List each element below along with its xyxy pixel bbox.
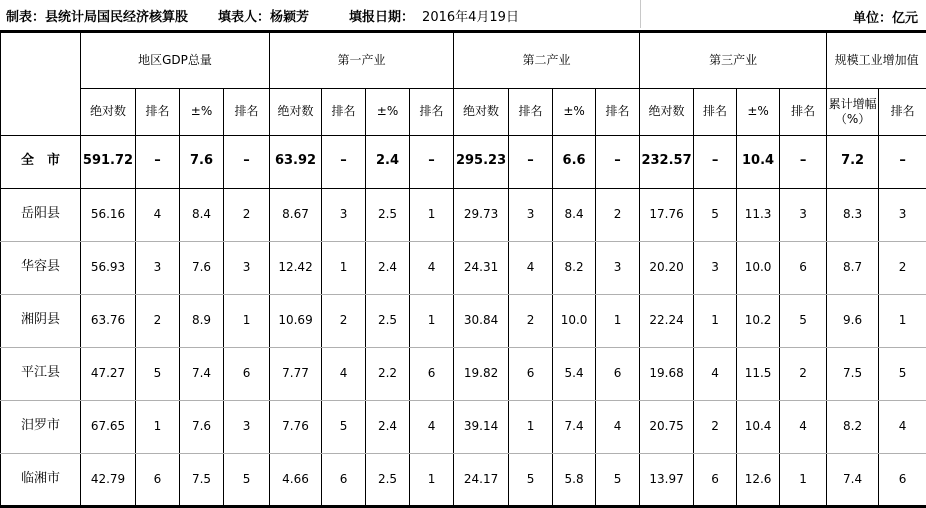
value-cell: 11.3 — [737, 188, 780, 241]
table-row — [1, 188, 926, 241]
column-group-header-row — [1, 33, 926, 88]
value-cell: – — [694, 135, 737, 188]
value-cell: 10.69 — [270, 294, 322, 347]
value-cell: 7.4 — [553, 400, 596, 453]
subcol-header: ±% — [180, 88, 224, 135]
table-row — [1, 347, 926, 400]
value-cell: – — [596, 135, 640, 188]
value-cell: – — [224, 135, 270, 188]
value-cell: 3 — [596, 241, 640, 294]
region-cell: 华容县 — [1, 241, 81, 294]
corner-cell — [1, 33, 81, 135]
value-cell: 2.4 — [366, 135, 410, 188]
value-cell: 10.2 — [737, 294, 780, 347]
value-cell: 12.42 — [270, 241, 322, 294]
subcol-header: 排名 — [780, 88, 827, 135]
group-header-primary-industry: 第一产业 — [270, 33, 454, 88]
group-header-tertiary-industry: 第三产业 — [640, 33, 827, 88]
value-cell: 1 — [879, 294, 926, 347]
value-cell: 1 — [224, 294, 270, 347]
value-cell: 22.24 — [640, 294, 694, 347]
value-cell: 7.76 — [270, 400, 322, 453]
value-cell: 8.2 — [827, 400, 879, 453]
page-break-divider — [640, 0, 641, 28]
value-cell: 24.31 — [454, 241, 509, 294]
value-cell: 3 — [780, 188, 827, 241]
value-cell: 6 — [322, 453, 366, 506]
value-cell: 8.2 — [553, 241, 596, 294]
value-cell: 6 — [136, 453, 180, 506]
report-date-label: 填报日期： — [349, 9, 415, 25]
value-cell: 3 — [224, 400, 270, 453]
subcol-header: 绝对数 — [640, 88, 694, 135]
value-cell: – — [780, 135, 827, 188]
value-cell: 8.3 — [827, 188, 879, 241]
subcol-header: ±% — [553, 88, 596, 135]
value-cell: – — [879, 135, 926, 188]
value-cell: 6 — [879, 453, 926, 506]
value-cell: 6 — [694, 453, 737, 506]
sub-header-row — [1, 88, 926, 135]
value-cell: 2.4 — [366, 241, 410, 294]
value-cell: 12.6 — [737, 453, 780, 506]
subcol-header: 排名 — [596, 88, 640, 135]
value-cell: 24.17 — [454, 453, 509, 506]
value-cell: 4.66 — [270, 453, 322, 506]
value-cell: 2 — [322, 294, 366, 347]
table-row — [1, 294, 926, 347]
subcol-header: 排名 — [879, 88, 926, 135]
value-cell: 1 — [322, 241, 366, 294]
value-cell: 2.5 — [366, 453, 410, 506]
value-cell: 3 — [509, 188, 553, 241]
report-date-value: 2016年4月19日 — [422, 9, 519, 25]
value-cell: 6 — [410, 347, 454, 400]
table-row — [1, 241, 926, 294]
value-cell: 56.16 — [81, 188, 136, 241]
subcol-header: 排名 — [509, 88, 553, 135]
subcol-header: 排名 — [224, 88, 270, 135]
value-cell: 5 — [509, 453, 553, 506]
value-cell: 67.65 — [81, 400, 136, 453]
value-cell: 5 — [879, 347, 926, 400]
value-cell: 17.76 — [640, 188, 694, 241]
value-cell: 2 — [224, 188, 270, 241]
table-row — [1, 400, 926, 453]
value-cell: 3 — [322, 188, 366, 241]
value-cell: 7.5 — [827, 347, 879, 400]
value-cell: – — [322, 135, 366, 188]
value-cell: 1 — [694, 294, 737, 347]
subcol-header: 绝对数 — [270, 88, 322, 135]
value-cell: 19.82 — [454, 347, 509, 400]
value-cell: 5 — [694, 188, 737, 241]
value-cell: 6 — [596, 347, 640, 400]
subcol-header: 绝对数 — [81, 88, 136, 135]
value-cell: – — [509, 135, 553, 188]
value-cell: 7.77 — [270, 347, 322, 400]
value-cell: 4 — [136, 188, 180, 241]
value-cell: 4 — [780, 400, 827, 453]
subcol-header: 绝对数 — [454, 88, 509, 135]
value-cell: 4 — [322, 347, 366, 400]
value-cell: 2.2 — [366, 347, 410, 400]
region-cell: 平江县 — [1, 347, 81, 400]
value-cell: 2.4 — [366, 400, 410, 453]
report-info-bar — [0, 0, 926, 33]
value-cell: 5 — [322, 400, 366, 453]
region-cell: 岳阳县 — [1, 188, 81, 241]
value-cell: 1 — [509, 400, 553, 453]
value-cell: 295.23 — [454, 135, 509, 188]
value-cell: – — [410, 135, 454, 188]
unit-label: 单位：亿元 — [852, 11, 918, 26]
value-cell: 30.84 — [454, 294, 509, 347]
value-cell: 3 — [136, 241, 180, 294]
subcol-header: 排名 — [694, 88, 737, 135]
value-cell: 19.68 — [640, 347, 694, 400]
region-cell: 汨罗市 — [1, 400, 81, 453]
value-cell: 8.4 — [553, 188, 596, 241]
value-cell: 9.6 — [827, 294, 879, 347]
value-cell: 1 — [410, 294, 454, 347]
value-cell: 7.4 — [827, 453, 879, 506]
value-cell: 10.0 — [737, 241, 780, 294]
value-cell: 4 — [410, 400, 454, 453]
table-row — [1, 135, 926, 188]
value-cell: 5.4 — [553, 347, 596, 400]
subcol-header: 排名 — [410, 88, 454, 135]
value-cell: 10.4 — [737, 400, 780, 453]
value-cell: 2 — [879, 241, 926, 294]
value-cell: 1 — [136, 400, 180, 453]
value-cell: 1 — [410, 453, 454, 506]
value-cell: 20.20 — [640, 241, 694, 294]
region-cell: 湘阴县 — [1, 294, 81, 347]
value-cell: 1 — [596, 294, 640, 347]
value-cell: 8.4 — [180, 188, 224, 241]
table-row — [1, 453, 926, 506]
value-cell: 6.6 — [553, 135, 596, 188]
value-cell: 8.67 — [270, 188, 322, 241]
value-cell: 63.92 — [270, 135, 322, 188]
value-cell: 10.0 — [553, 294, 596, 347]
value-cell: 232.57 — [640, 135, 694, 188]
value-cell: 29.73 — [454, 188, 509, 241]
value-cell: 4 — [596, 400, 640, 453]
value-cell: 8.9 — [180, 294, 224, 347]
value-cell: 8.7 — [827, 241, 879, 294]
value-cell: 4 — [509, 241, 553, 294]
value-cell: 47.27 — [81, 347, 136, 400]
value-cell: 7.6 — [180, 241, 224, 294]
group-header-secondary-industry: 第二产业 — [454, 33, 640, 88]
value-cell: 6 — [509, 347, 553, 400]
value-cell: 2.5 — [366, 294, 410, 347]
group-header-industrial-added-value: 规模工业增加值 — [827, 33, 926, 88]
value-cell: 1 — [780, 453, 827, 506]
value-cell: 63.76 — [81, 294, 136, 347]
value-cell: 2.5 — [366, 188, 410, 241]
value-cell: 2 — [694, 400, 737, 453]
subcol-header: 排名 — [136, 88, 180, 135]
value-cell: 4 — [694, 347, 737, 400]
value-cell: 7.6 — [180, 135, 224, 188]
value-cell: 4 — [410, 241, 454, 294]
value-cell: 7.6 — [180, 400, 224, 453]
table-body — [1, 135, 926, 506]
value-cell: 10.4 — [737, 135, 780, 188]
value-cell: 42.79 — [81, 453, 136, 506]
value-cell: 56.93 — [81, 241, 136, 294]
subcol-header: ±% — [366, 88, 410, 135]
value-cell: – — [136, 135, 180, 188]
value-cell: 5 — [780, 294, 827, 347]
value-cell: 11.5 — [737, 347, 780, 400]
region-cell: 全 市 — [1, 135, 81, 188]
value-cell: 6 — [224, 347, 270, 400]
value-cell: 5 — [224, 453, 270, 506]
value-cell: 6 — [780, 241, 827, 294]
value-cell: 20.75 — [640, 400, 694, 453]
value-cell: 13.97 — [640, 453, 694, 506]
value-cell: 2 — [780, 347, 827, 400]
value-cell: 4 — [879, 400, 926, 453]
prepared-by-label: 制表：县统计局国民经济核算股 — [6, 9, 189, 25]
value-cell: 5.8 — [553, 453, 596, 506]
value-cell: 2 — [136, 294, 180, 347]
value-cell: 3 — [879, 188, 926, 241]
preparer-label: 填表人：杨颖芳 — [218, 9, 310, 25]
value-cell: 5 — [596, 453, 640, 506]
group-header-gdp-total: 地区GDP总量 — [81, 33, 270, 88]
value-cell: 3 — [224, 241, 270, 294]
value-cell: 1 — [410, 188, 454, 241]
subcol-header: 累计增幅（%） — [827, 88, 879, 135]
statistics-table — [0, 33, 926, 508]
value-cell: 7.2 — [827, 135, 879, 188]
value-cell: 39.14 — [454, 400, 509, 453]
subcol-header: 排名 — [322, 88, 366, 135]
value-cell: 7.4 — [180, 347, 224, 400]
value-cell: 2 — [596, 188, 640, 241]
value-cell: 5 — [136, 347, 180, 400]
value-cell: 2 — [509, 294, 553, 347]
region-cell: 临湘市 — [1, 453, 81, 506]
value-cell: 3 — [694, 241, 737, 294]
value-cell: 591.72 — [81, 135, 136, 188]
subcol-header: ±% — [737, 88, 780, 135]
value-cell: 7.5 — [180, 453, 224, 506]
